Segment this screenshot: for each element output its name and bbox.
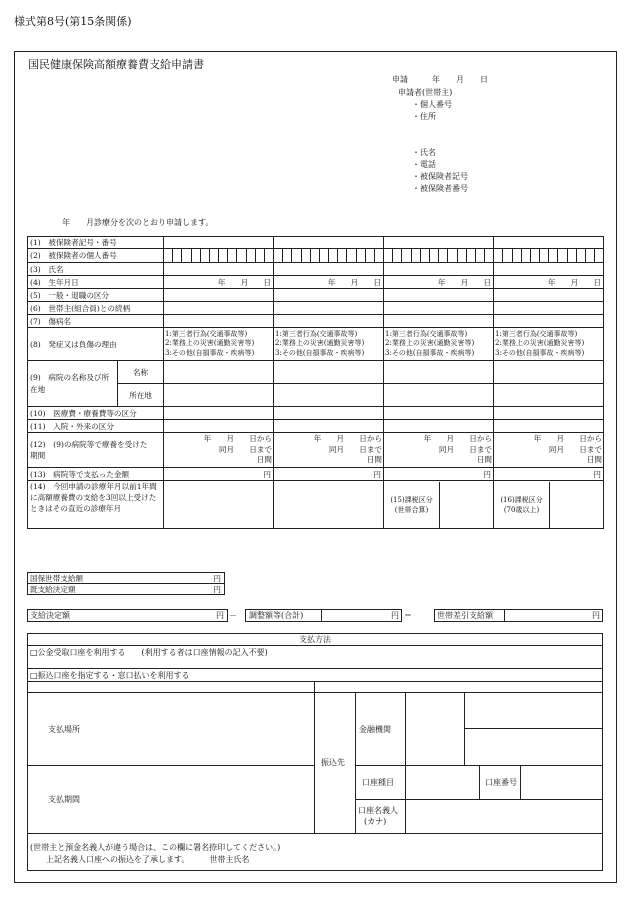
row10-cell[interactable] [384, 407, 494, 420]
row10-label: (10) 医療費・療養費等の区分 [28, 407, 164, 420]
kubun16-cell [494, 481, 604, 529]
period-to: 同月 日まで [548, 444, 603, 454]
row3-cell[interactable] [274, 263, 384, 276]
household-paid-row[interactable] [28, 573, 225, 584]
intro-text: 年 月診療分を次のとおり申請します。 [62, 218, 214, 227]
row13-label: (13) 病院等で支払った金額 [28, 468, 164, 481]
period-to: 同月 日まで [438, 444, 493, 454]
row1-cell[interactable] [164, 237, 274, 249]
minus-sign: － [229, 611, 237, 620]
yen-unit: 円 [592, 611, 600, 620]
period-from: 年 月 日から [203, 434, 273, 444]
reason-opt-2: 2:業務上の災害(通勤災害等) [385, 339, 475, 348]
reason-cell[interactable] [274, 328, 384, 361]
row5-cell[interactable] [274, 289, 384, 302]
row6-label: (6) 世帯主(組合員)との続柄 [28, 302, 164, 315]
transfer-account-option[interactable]: □振込口座を指定する・窓口払いを利用する [30, 671, 190, 680]
period-from: 年 月 日から [313, 434, 383, 444]
reason-opt-2: 2:業務上の災害(通勤災害等) [275, 339, 365, 348]
row7-cell[interactable] [384, 315, 494, 328]
public-account-option[interactable]: □公金受取口座を利用する (利用する者は口座情報の記入不要) [30, 648, 268, 657]
period-days: 日間 [256, 455, 273, 465]
hospital-name-cell[interactable] [494, 361, 604, 384]
period-from: 年 月 日から [533, 434, 603, 444]
form-number: 様式第8号(第15条関係) [14, 15, 132, 28]
paid-amount-cell[interactable]: 円 [274, 468, 384, 481]
bank-label: 金融機関 [359, 725, 391, 734]
applicant-insured-symbol: ・被保険者記号 [412, 172, 468, 181]
row6-cell[interactable] [164, 302, 274, 315]
period-cell[interactable] [164, 433, 274, 468]
divider [479, 765, 480, 799]
applicant-insured-number: ・被保険者番号 [412, 184, 468, 193]
row11-cell[interactable] [384, 420, 494, 433]
kubun15-label: (15)課税区分 [390, 495, 433, 504]
divider [27, 833, 603, 834]
row3-cell[interactable] [164, 263, 274, 276]
paid-amount-cell[interactable]: 円 [384, 468, 494, 481]
kubun16-input[interactable] [550, 482, 603, 528]
kubun15-input[interactable] [440, 482, 493, 528]
row11-cell[interactable] [164, 420, 274, 433]
row6-cell[interactable] [384, 302, 494, 315]
footer-consent: 上記名義人口座への振込を了承します。 世帯主氏名 [46, 855, 250, 864]
hospital-addr-cell[interactable] [384, 384, 494, 407]
account-no-label: 口座番号 [485, 778, 517, 787]
footer-note: (世帯主と預金名義人が違う場合は、この欄に署名捺印してください。) [30, 843, 281, 852]
row11-cell[interactable] [494, 420, 604, 433]
reason-opt-3: 3:その他(自損事故・疾病等) [495, 348, 585, 357]
already-decided-label: 既支給決定額 [30, 584, 76, 594]
row1-cell[interactable] [494, 237, 604, 249]
reason-opt-2: 2:業務上の災害(通勤災害等) [495, 339, 585, 348]
row14-cell[interactable] [164, 481, 274, 529]
period-days: 日間 [476, 455, 493, 465]
row12-label: (12) (9)の病院等で療養を受けた期間 [28, 433, 164, 468]
yen-unit: 円 [216, 611, 224, 620]
row14-label: (14) 今回申請の診療年月以前1年間に高額療養費の支給を3回以上受けたときはその直近の診療年月 [28, 481, 164, 529]
main-table [27, 236, 604, 529]
row1-cell[interactable] [384, 237, 494, 249]
divider [27, 681, 603, 682]
birthdate-cell[interactable]: 年 月 日 [494, 276, 604, 289]
kubun15-cell [384, 481, 494, 529]
bank-input[interactable] [406, 693, 463, 764]
birthdate-cell[interactable]: 年 月 日 [384, 276, 494, 289]
period-to: 同月 日まで [328, 444, 383, 454]
already-decided-row[interactable] [28, 584, 225, 595]
row7-cell[interactable] [164, 315, 274, 328]
divider [321, 609, 322, 622]
period-cell[interactable] [384, 433, 494, 468]
hospital-name-cell[interactable] [164, 361, 274, 384]
applicant-personal-no: ・個人番号 [412, 100, 452, 109]
payment-period-input[interactable] [28, 766, 313, 832]
row10-cell[interactable] [494, 407, 604, 420]
period-cell[interactable] [494, 433, 604, 468]
divider [27, 668, 603, 669]
row9-name-label: 名称 [118, 361, 164, 384]
account-type-input[interactable] [406, 766, 478, 798]
personal-number-boxes[interactable] [164, 249, 604, 263]
yen-unit: 円 [213, 573, 221, 583]
kubun16-label: (16)課税区分 [500, 495, 543, 504]
equals-sign: ＝ [404, 611, 412, 620]
row6-cell[interactable] [274, 302, 384, 315]
adjust-label: 調整額等(合計) [249, 611, 304, 620]
row10-cell[interactable] [164, 407, 274, 420]
divider [504, 609, 505, 622]
reason-opt-1: 1:第三者行為(交通事故等) [275, 329, 358, 338]
applicant-phone: ・電話 [412, 160, 436, 169]
period-cell[interactable] [274, 433, 384, 468]
row6-cell[interactable] [494, 302, 604, 315]
account-holder-input[interactable] [406, 800, 602, 832]
row5-cell[interactable] [164, 289, 274, 302]
transfer-label: 振込先 [321, 758, 345, 767]
reason-opt-1: 1:第三者行為(交通事故等) [165, 329, 248, 338]
reason-opt-3: 3:その他(自損事故・疾病等) [385, 348, 475, 357]
row5-cell[interactable] [384, 289, 494, 302]
hospital-name-cell[interactable] [384, 361, 494, 384]
net-label: 世帯差引支給額 [437, 611, 493, 620]
payment-place-input[interactable] [28, 693, 313, 764]
row10-cell[interactable] [274, 407, 384, 420]
account-no-input[interactable] [521, 766, 602, 798]
row14-cell[interactable] [274, 481, 384, 529]
kana-label: (カナ) [364, 817, 387, 826]
hospital-addr-cell[interactable] [164, 384, 274, 407]
row11-label: (11) 入院・外来の区分 [28, 420, 164, 433]
period-days: 日間 [366, 455, 383, 465]
kubun15-sub: (世帯合算) [394, 505, 429, 514]
reason-cell[interactable] [494, 328, 604, 361]
yen-unit: 円 [391, 611, 399, 620]
account-holder-label: 口座名義人 [358, 806, 398, 815]
yen-unit: 円 [213, 584, 221, 594]
birthdate-cell[interactable]: 年 月 日 [274, 276, 384, 289]
period-days: 日間 [586, 455, 603, 465]
row4-label: (4) 生年月日 [28, 276, 164, 289]
period-to: 同月 日まで [218, 444, 273, 454]
row7-label: (7) 傷病名 [28, 315, 164, 328]
reason-opt-2: 2:業務上の災害(通勤災害等) [165, 339, 255, 348]
reason-cell[interactable] [384, 328, 494, 361]
payment-period-label: 支払期間 [48, 795, 80, 804]
reason-opt-1: 1:第三者行為(交通事故等) [385, 329, 468, 338]
payment-place-label: 支払場所 [48, 725, 80, 734]
row8-label: (8) 発症又は負傷の理由 [28, 328, 164, 361]
divider [464, 728, 603, 729]
hospital-name-cell[interactable] [274, 361, 384, 384]
apply-date: 申請 年 月 日 [392, 75, 488, 84]
kubun16-sub: (70歳以上) [503, 505, 540, 514]
household-paid-label: 国保世帯支給額 [30, 573, 84, 583]
row7-cell[interactable] [274, 315, 384, 328]
row9-addr-label: 所在地 [118, 384, 164, 407]
reason-cell[interactable] [164, 328, 274, 361]
row5-label: (5) 一般・退職の区分 [28, 289, 164, 302]
applicant-address: ・住所 [412, 112, 436, 121]
period-from: 年 月 日から [423, 434, 493, 444]
account-type-label: 口座種目 [362, 778, 394, 787]
summary-table [27, 572, 225, 595]
row7-cell[interactable] [494, 315, 604, 328]
reason-opt-1: 1:第三者行為(交通事故等) [495, 329, 578, 338]
row5-cell[interactable] [494, 289, 604, 302]
divider [314, 681, 315, 833]
reason-opt-3: 3:その他(自損事故・疾病等) [165, 348, 255, 357]
hospital-addr-cell[interactable] [494, 384, 604, 407]
hospital-addr-cell[interactable] [274, 384, 384, 407]
row3-cell[interactable] [494, 263, 604, 276]
row11-cell[interactable] [274, 420, 384, 433]
form-title: 国民健康保険高額療養費支給申請書 [28, 58, 204, 71]
birthdate-cell[interactable]: 年 月 日 [164, 276, 274, 289]
row3-cell[interactable] [384, 263, 494, 276]
row1-cell[interactable] [274, 237, 384, 249]
applicant-label: 申請者(世帯主) [398, 88, 453, 97]
reason-opt-3: 3:その他(自損事故・疾病等) [275, 348, 365, 357]
divider [355, 692, 356, 833]
row3-label: (3) 氏名 [28, 263, 164, 276]
row2-label: (2) 被保険者の個人番号 [28, 249, 164, 263]
row9-label: (9) 病院の名称及び所在地 [28, 361, 118, 407]
paid-amount-cell[interactable]: 円 [494, 468, 604, 481]
applicant-name: ・氏名 [412, 148, 436, 157]
paid-amount-cell[interactable]: 円 [164, 468, 274, 481]
divider [27, 645, 603, 646]
payment-heading: 支払方法 [299, 635, 331, 644]
decided-label: 支給決定額 [30, 611, 70, 620]
row1-label: (1) 被保険者記号・番号 [28, 237, 164, 249]
